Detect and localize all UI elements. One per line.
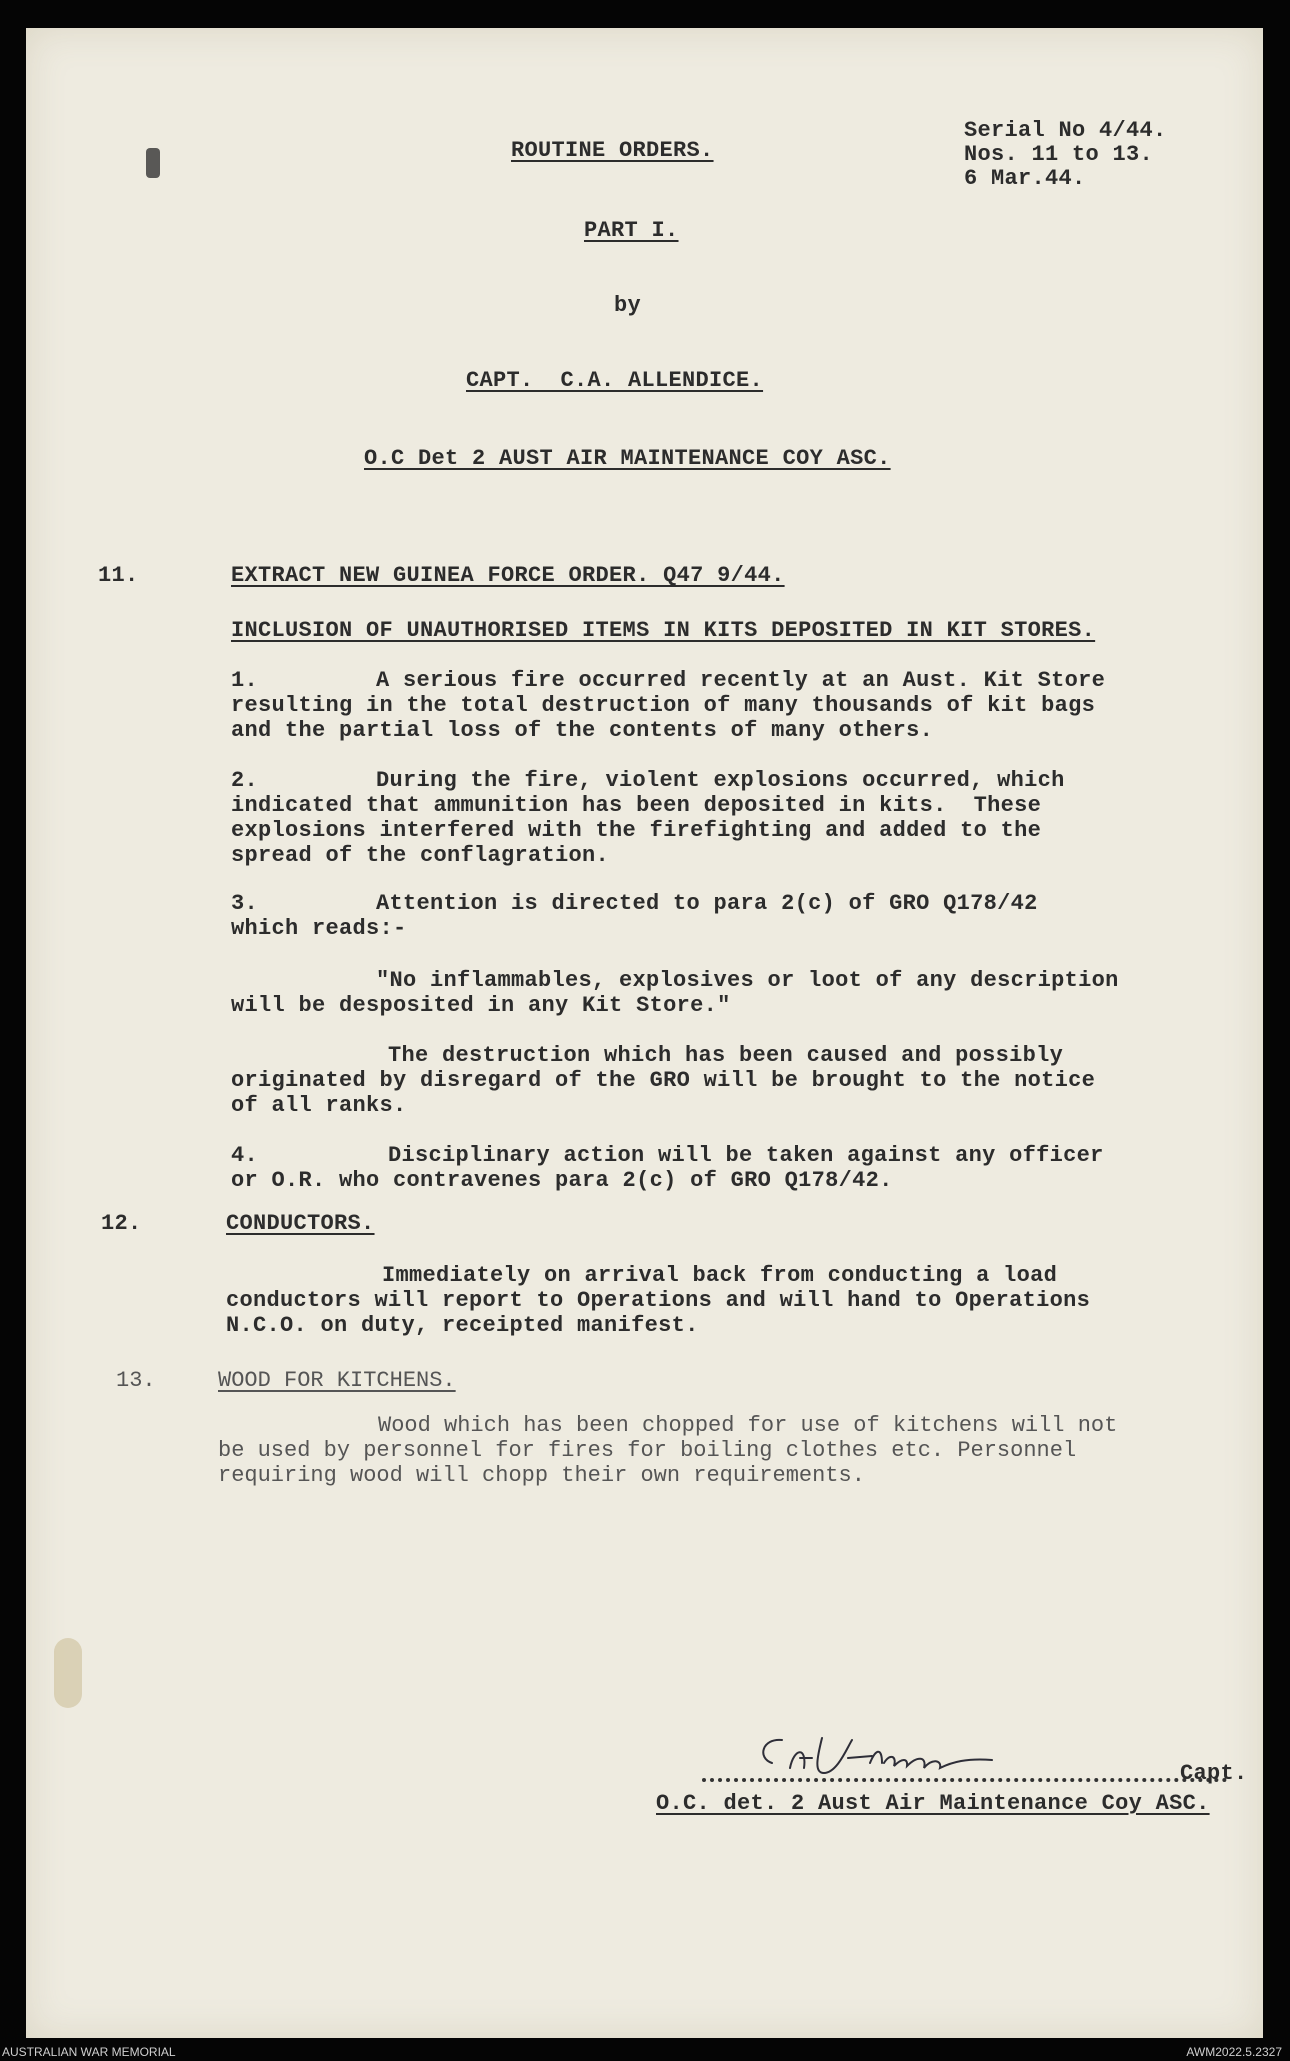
para-3-number: 3. [231,891,259,916]
quote-line: will be desposited in any Kit Store." [231,993,731,1018]
serial-number: Serial No 4/44. [964,118,1167,143]
author-name: CAPT. C.A. ALLENDICE. [466,368,764,393]
part-heading: PART I. [584,218,679,243]
order-date: 6 Mar.44. [964,166,1086,191]
para-1-line: A serious fire occurred recently at an Aust. Kit Store [376,668,1106,693]
para-1-line: and the partial loss of the contents of many others. [231,718,934,743]
para-4-line: or O.R. who contravenes para 2(c) of GRO Q178/42. [231,1168,893,1193]
section-13-line: Wood which has been chopped for use of kitchens will not [378,1413,1118,1438]
section-13-line: requiring wood will chopp their own requirements. [218,1463,865,1488]
section-12-line: conductors will report to Operations and will hand to Operations [226,1288,1091,1313]
section-13-heading: WOOD FOR KITCHENS. [218,1368,456,1393]
para-2-number: 2. [231,768,259,793]
para-1-line: resulting in the total destruction of many thousands of kit bags [231,693,1096,718]
quote-line: "No inflammables, explosives or loot of any description [376,968,1119,993]
para-3-line: Attention is directed to para 2(c) of GRO Q178/42 [376,891,1038,916]
section-13-number: 13. [116,1368,156,1393]
by-label: by [614,293,642,318]
para-3-line: which reads:- [231,916,407,941]
signature-unit: O.C. det. 2 Aust Air Maintenance Coy ASC. [656,1791,1210,1816]
para-2-line: indicated that ammunition has been deposited in kits. These [231,793,1042,818]
section-13-line: be used by personnel for fires for boiling clothes etc. Personnel [218,1438,1077,1463]
unit-name: O.C Det 2 AUST AIR MAINTENANCE COY ASC. [364,446,891,471]
para-3b-line: originated by disregard of the GRO will be brought to the notice [231,1068,1096,1093]
footer-credit: AUSTRALIAN WAR MEMORIAL [2,2045,176,2059]
staple-hole [146,148,160,178]
section-11-number: 11. [98,563,139,588]
signature-line [702,1778,1227,1782]
para-3b-line: of all ranks. [231,1093,407,1118]
section-11-heading: EXTRACT NEW GUINEA FORCE ORDER. Q47 9/44. [231,563,785,588]
section-11-subheading: INCLUSION OF UNAUTHORISED ITEMS IN KITS DEPOSITED IN KIT STORES. [231,618,1096,643]
document-page [26,28,1263,2038]
section-12-line: Immediately on arrival back from conducting a load [382,1263,1058,1288]
section-12-line: N.C.O. on duty, receipted manifest. [226,1313,699,1338]
para-2-line: explosions interfered with the firefighting and added to the [231,818,1042,843]
para-1-number: 1. [231,668,259,693]
para-3b-line: The destruction which has been caused and possibly [388,1043,1064,1068]
para-4-line: Disciplinary action will be taken against any officer [388,1143,1104,1168]
para-2-line: During the fire, violent explosions occurred, which [376,768,1065,793]
signature-rank: Capt. [1180,1761,1248,1786]
document-title: ROUTINE ORDERS. [511,138,714,163]
footer-accession-number: AWM2022.5.2327 [1186,2045,1282,2059]
section-12-number: 12. [101,1211,142,1236]
para-4-number: 4. [231,1143,259,1168]
para-2-line: spread of the conflagration. [231,843,610,868]
order-numbers: Nos. 11 to 13. [964,142,1154,167]
section-12-heading: CONDUCTORS. [226,1211,375,1236]
paper-stain [54,1638,82,1708]
